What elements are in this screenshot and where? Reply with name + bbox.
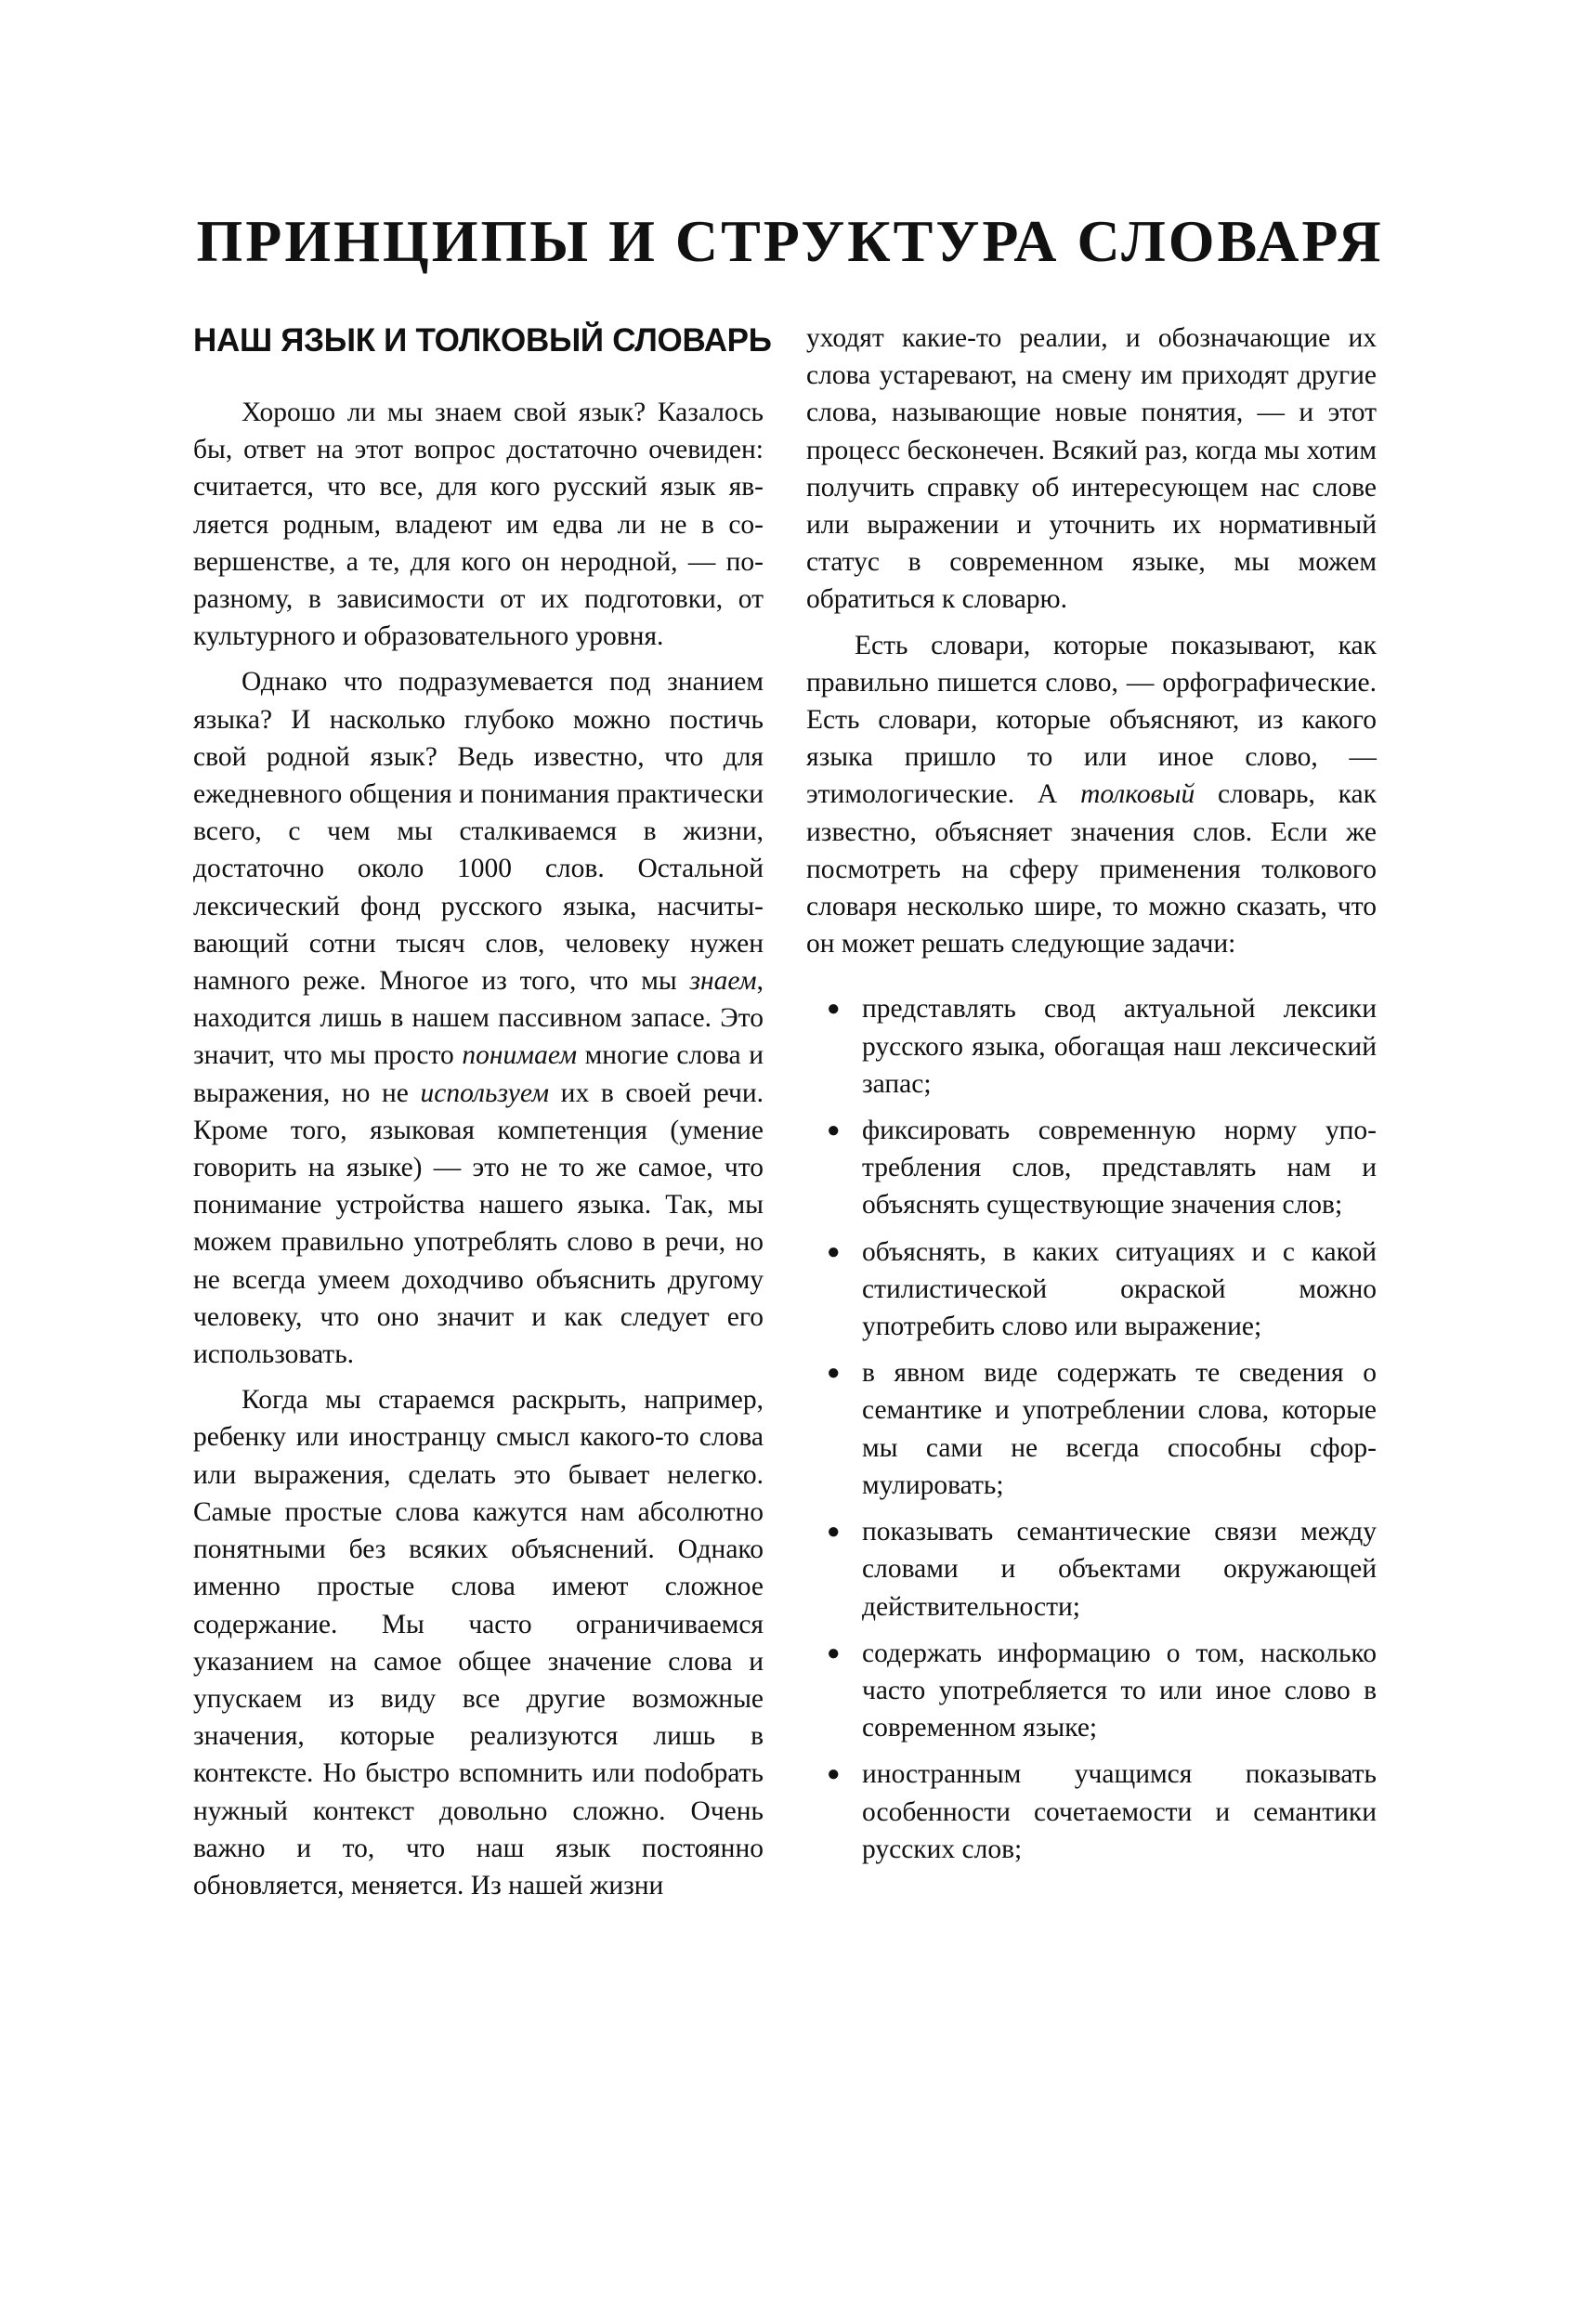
list-item-text: фиксировать современную норму употребления слов, представлять нам и объяснять существующие значения слов; xyxy=(862,1116,1377,1221)
text-run: Есть словари, которые показывают, как правильно пишется слово, — орфографические. Есть словари, которые объясняют, из какого языка пришло то или иное слово, — этимологические. А xyxy=(806,630,1377,810)
bullet-icon: ● xyxy=(827,1520,841,1545)
page-title: ПРИНЦИПЫ И СТРУКТУРА СЛОВАРЯ xyxy=(196,208,1384,274)
right-column xyxy=(806,320,1377,1877)
paragraph xyxy=(806,627,1377,963)
bullet-icon: ● xyxy=(827,1118,841,1143)
list-item xyxy=(806,1513,1377,1625)
text-run: , находится лишь в нашем пассивном запасе. Это значит, что мы просто xyxy=(193,966,764,1071)
list-item-text: иностранным учащимся показывать особенности сочетаемости и семантики русских слов; xyxy=(862,1759,1377,1864)
text-run: Хорошо ли мы знаем свой язык? Казалось бы, ответ на этот вопрос достаточно очевиден: считается, что все, для кого русский язык является родным, владеют им едва ли не в совершенстве, а те, для кого он неродной, — по-разному, в зависимости от их подготовки, от культурного и образовательного уровня. xyxy=(193,398,764,652)
italic-term: используем xyxy=(420,1077,550,1108)
bullet-icon: ● xyxy=(827,1640,841,1665)
bullet-icon: ● xyxy=(827,1239,841,1264)
text-run: Когда мы стараемся раскрыть, например, ребенку или иностранцу смысл какого-то слова или выражения, сделать это бывает нелегко. Самые простые слова кажутся нам абсолютно понятными без всяких объяснений. Однако именно простые слова имеют сложное содержание. Мы часто ограничиваемся указанием на самое общее значение слова и упускаем из виду все другие возможные значения, которые реализуются лишь в контексте. Но быстро вспомнить или поdобрать нужный контекст довольно сложно. Очень важно и то, что наш язык постоянно обновляется, меняется. Из нашей жизни xyxy=(193,1385,764,1900)
text-run: многие слова и выражения, но не xyxy=(193,1040,764,1108)
bullet-icon: ● xyxy=(827,1361,841,1386)
italic-term: знаем xyxy=(689,966,757,997)
list-item-text: содержать информацию о том, насколько часто употребляется то или иное слово в современном языке; xyxy=(862,1638,1377,1743)
list-item-text: в явном виде содержать те сведения о семантике и употреблении слова, которые мы сами не всегда способны сформулировать; xyxy=(862,1358,1377,1500)
paragraph xyxy=(806,320,1377,619)
paragraph xyxy=(193,1381,764,1904)
section-heading: НАШ ЯЗЫК И ТОЛКОВЫЙ СЛОВАРЬ xyxy=(193,322,772,359)
list-item-text: показывать семантические связи между словами и объектами окружающей действительности; xyxy=(862,1517,1377,1622)
list-item xyxy=(806,1354,1377,1504)
left-column xyxy=(193,320,772,1913)
paragraph xyxy=(193,394,764,655)
list-item xyxy=(806,1756,1377,1868)
text-run: Однако что подразумевается под знанием языка? И насколько глубоко можно постичь свой родной язык? Ведь известно, что для ежедневного общения и понимания практически всего, с чем мы сталкиваемся в жизни, достаточно около 1000 слов. Остальной лексический фонд русского языка, насчитывающий сотни тысяч слов, человеку нужен намного реже. Многое из того, что мы xyxy=(193,667,764,997)
italic-term: толковый xyxy=(1080,779,1195,810)
list-item xyxy=(806,990,1377,1103)
bullet-icon: ● xyxy=(827,997,841,1022)
paragraph xyxy=(193,663,764,1373)
list-item xyxy=(806,1112,1377,1224)
text-run: уходят какие-то реалии, и обозначающие их слова устаревают, на смену им приходят другие слова, называющие новые понятия, — и этот процесс бесконечен. Всякий раз, когда мы хотим получить справку об интересующем нас слове или выражении и уточнить их нормативный статус в современном языке, мы можем обратиться к словарю. xyxy=(806,323,1377,615)
list-item-text: представлять свод актуальной лексики русского языка, обогащая наш лексический запас; xyxy=(862,994,1377,1099)
list-item xyxy=(806,1635,1377,1747)
task-list xyxy=(806,990,1377,1867)
italic-term: понимаем xyxy=(462,1040,578,1071)
list-item xyxy=(806,1234,1377,1346)
text-run: их в своей речи. Кроме того, языковая компетенция (умение говорить на языке) — это не то же самое, что понимание устройства нашего языка. Так, мы можем правильно употреблять слово в речи, но не всегда умеем доходчиво объяснить другому человеку, что оно значит и как следует его использовать. xyxy=(193,1077,764,1370)
list-item-text: объяснять, в каких ситуациях и с какой стилистической окраской можно употребить слово или выражение; xyxy=(862,1236,1377,1342)
bullet-icon: ● xyxy=(827,1762,841,1787)
text-run: словарь, как известно, объясняет значения слов. Если же посмотреть на сферу применения толкового словаря несколько шире, то можно сказать, что он может решать следующие задачи: xyxy=(806,779,1377,960)
